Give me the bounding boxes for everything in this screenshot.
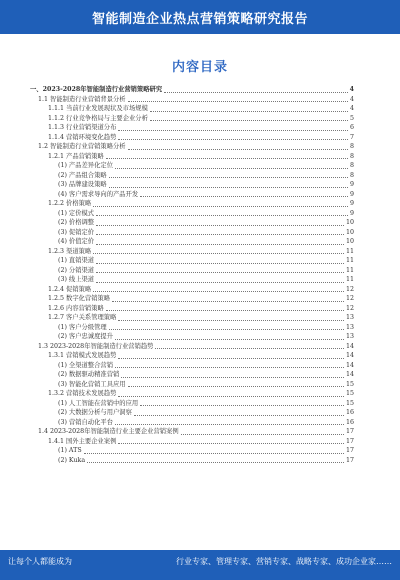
toc-entry-text: (1) 直销渠道 [58, 257, 95, 264]
toc-entry-text: (2) 价格调整 [58, 219, 95, 226]
toc-entry-page: 11 [345, 266, 354, 274]
toc-entry-text: (3) 品牌建设策略 [58, 181, 107, 188]
toc-leader-dots [96, 272, 344, 273]
toc-entry-text: 1.1.2 行业竞争格局与主要企业分析 [48, 114, 148, 122]
toc-entry[interactable] [30, 209, 354, 219]
toc-entry[interactable] [30, 380, 354, 390]
toc-entry-page: 7 [349, 133, 354, 141]
toc-leader-dots [109, 187, 348, 188]
toc-entry-text: 1.2.5 数字化营销策略 [48, 295, 111, 302]
toc-entry-page: 4 [349, 86, 354, 93]
toc-entry-text: (1) ATS [58, 447, 82, 454]
toc-leader-dots [134, 415, 344, 416]
toc-entry[interactable] [30, 456, 354, 466]
toc-entry[interactable] [30, 446, 354, 456]
table-of-contents [30, 85, 354, 465]
toc-entry-text: 1.1.1 当前行业发展现状及市场规模 [48, 105, 148, 112]
toc-entry[interactable] [30, 180, 354, 190]
toc-leader-dots [96, 215, 348, 216]
toc-entry[interactable] [30, 361, 354, 371]
toc-leader-dots [118, 443, 344, 444]
toc-entry[interactable] [30, 190, 354, 200]
toc-entry-page: 15 [345, 390, 354, 397]
toc-entry-text: 1.3.1 营销模式发展趋势 [48, 352, 117, 359]
toc-leader-dots [112, 301, 344, 302]
toc-entry-page: 10 [345, 228, 354, 236]
toc-leader-dots [96, 234, 344, 235]
toc-leader-dots [118, 396, 344, 397]
toc-entry-page: 12 [345, 304, 354, 312]
toc-entry-page: 17 [345, 437, 354, 445]
toc-entry-text: (2) 数据驱动精准营销 [58, 371, 120, 378]
toc-leader-dots [84, 453, 344, 454]
toc-entry-text: (1) 人工智能在营销中的应用 [58, 399, 139, 407]
toc-entry-text: (1) 客户分级管理 [58, 323, 107, 331]
toc-entry[interactable] [30, 266, 354, 276]
toc-entry-text: (3) 营销自动化平台 [58, 418, 113, 426]
toc-entry[interactable] [30, 85, 354, 95]
toc-title: 内容目录 [171, 60, 228, 75]
toc-leader-dots [96, 263, 344, 264]
toc-entry-text: (4) 客户需求导向的产品开发 [58, 190, 139, 198]
toc-leader-dots [93, 291, 344, 292]
toc-entry-text: 一、2023-2028年智能制造行业营销策略研究 [30, 86, 163, 93]
toc-leader-dots [150, 111, 348, 112]
toc-entry-text: (2) 分销渠道 [58, 266, 95, 274]
toc-entry-page: 8 [349, 171, 354, 179]
toc-entry[interactable] [30, 237, 354, 247]
toc-entry-text: (2) Kuka [58, 456, 86, 464]
toc-entry-page: 10 [345, 238, 354, 245]
toc-entry[interactable] [30, 418, 354, 428]
toc-leader-dots [106, 310, 344, 311]
toc-leader-dots [140, 405, 344, 406]
toc-entry-text: 1.1.4 营销环境变化趋势 [48, 133, 117, 141]
toc-leader-dots [118, 139, 348, 140]
toc-entry-page: 12 [345, 285, 354, 293]
toc-entry[interactable] [30, 161, 354, 171]
toc-entry-text: 1.2.4 促销策略 [48, 285, 92, 293]
toc-entry-page: 13 [345, 323, 354, 331]
toc-entry-page: 8 [349, 152, 354, 160]
toc-leader-dots [93, 206, 348, 207]
toc-entry-page: 13 [345, 314, 354, 321]
toc-entry-page: 9 [349, 200, 354, 207]
toc-entry-text: (3) 线上渠道 [58, 276, 95, 283]
toc-leader-dots [128, 386, 344, 387]
toc-leader-dots [118, 130, 348, 131]
toc-entry[interactable] [30, 342, 354, 352]
toc-entry-text: 1.3 2023-2028年智能制造行业营销趋势 [38, 342, 154, 350]
toc-entry-text: 1.2.2 价格策略 [48, 200, 92, 207]
toc-entry-page: 4 [349, 105, 354, 112]
toc-entry[interactable] [30, 228, 354, 238]
toc-entry-page: 4 [349, 95, 354, 103]
toc-entry[interactable] [30, 199, 354, 209]
toc-entry-text: (4) 价值定价 [58, 238, 95, 245]
toc-leader-dots [118, 358, 344, 359]
toc-entry-page: 15 [345, 380, 354, 388]
toc-leader-dots [109, 177, 348, 178]
toc-leader-dots [106, 158, 348, 159]
toc-leader-dots [96, 244, 344, 245]
toc-entry-text: 1.2.6 内容营销策略 [48, 304, 104, 312]
toc-entry[interactable] [30, 247, 354, 257]
toc-entry-text: (1) 产品差异化定位 [58, 162, 113, 169]
toc-entry[interactable] [30, 285, 354, 295]
toc-leader-dots [115, 424, 344, 425]
toc-entry[interactable] [30, 389, 354, 399]
toc-entry-text: 1.2 智能制造行业营销策略分析 [38, 143, 126, 150]
footer-bar [0, 550, 400, 580]
toc-leader-dots [115, 168, 348, 169]
toc-entry[interactable] [30, 437, 354, 447]
toc-entry-text: (2) 客户忠诚度提升 [58, 333, 113, 340]
toc-entry-text: (3) 智能化营销工具应用 [58, 380, 126, 388]
toc-entry-text: 1.3.2 营销技术发展趋势 [48, 390, 117, 397]
footer-slogan-right: 行业专家、管理专家、营销专家、战略专家、成功企业家…… [176, 557, 392, 566]
toc-entry[interactable] [30, 332, 354, 342]
header-bar [0, 0, 400, 34]
toc-entry[interactable] [30, 256, 354, 266]
toc-entry[interactable] [30, 294, 354, 304]
toc-leader-dots [181, 434, 344, 435]
toc-entry-page: 14 [345, 352, 354, 359]
toc-entry-page: 17 [345, 456, 354, 464]
toc-entry-text: (2) 大数据分析与用户洞察 [58, 409, 132, 416]
toc-entry[interactable] [30, 408, 354, 418]
toc-entry[interactable] [30, 399, 354, 409]
toc-leader-dots [128, 101, 348, 102]
toc-entry[interactable] [30, 142, 354, 152]
toc-entry-text: (1) 全渠道整合营销 [58, 361, 113, 369]
toc-entry-text: 1.1.3 行业营销渠道分布 [48, 124, 117, 131]
toc-entry-page: 9 [349, 209, 354, 217]
toc-entry-text: 1.2.7 客户关系管理策略 [48, 314, 117, 321]
toc-entry-text: (2) 产品组合策略 [58, 171, 107, 179]
toc-entry-page: 15 [345, 399, 354, 407]
toc-entry[interactable] [30, 133, 354, 143]
toc-entry-page: 9 [349, 190, 354, 198]
toc-leader-dots [164, 92, 347, 93]
toc-entry[interactable] [30, 304, 354, 314]
toc-entry[interactable] [30, 323, 354, 333]
toc-entry-page: 6 [349, 124, 354, 131]
toc-entry-page: 17 [345, 447, 354, 454]
toc-leader-dots [93, 253, 344, 254]
toc-leader-dots [109, 329, 344, 330]
toc-entry-page: 11 [345, 257, 354, 264]
toc-leader-dots [150, 120, 348, 121]
toc-entry-text: (3) 促销定价 [58, 228, 95, 236]
toc-entry-text: 1.1 智能制造行业营销背景分析 [38, 95, 126, 103]
toc-leader-dots [118, 320, 344, 321]
toc-leader-dots [115, 367, 344, 368]
toc-entry-text: 1.4 2023-2028年智能制造行业主要企业营销案例 [38, 428, 179, 435]
toc-entry-page: 16 [345, 409, 354, 416]
toc-leader-dots [96, 225, 344, 226]
toc-entry[interactable] [30, 313, 354, 323]
toc-leader-dots [96, 282, 344, 283]
toc-entry[interactable] [30, 275, 354, 285]
toc-entry[interactable] [30, 218, 354, 228]
toc-leader-dots [128, 149, 348, 150]
toc-entry[interactable] [30, 123, 354, 133]
toc-entry-page: 12 [345, 295, 354, 302]
toc-entry[interactable] [30, 95, 354, 105]
toc-entry[interactable] [30, 152, 354, 162]
toc-entry-page: 14 [345, 371, 354, 378]
toc-entry[interactable] [30, 171, 354, 181]
toc-entry[interactable] [30, 427, 354, 437]
toc-entry-page: 10 [345, 219, 354, 226]
footer-slogan-left: 让每个人都能成为 [8, 557, 72, 566]
report-title: 智能制造企业热点营销策略研究报告 [91, 12, 308, 27]
toc-leader-dots [115, 339, 344, 340]
toc-leader-dots [140, 196, 348, 197]
toc-entry-page: 8 [349, 162, 354, 169]
toc-entry-page: 11 [345, 247, 354, 255]
toc-entry-text: 1.2.3 渠道策略 [48, 247, 92, 255]
toc-entry-page: 14 [345, 361, 354, 369]
toc-entry-page: 14 [345, 342, 354, 350]
toc-leader-dots [121, 377, 344, 378]
toc-entry-page: 17 [345, 428, 354, 435]
toc-entry-text: 1.4.1 国外主要企业案例 [48, 437, 117, 445]
toc-entry-text: 1.2.1 产品营销策略 [48, 152, 104, 160]
toc-leader-dots [155, 348, 344, 349]
toc-entry[interactable] [30, 114, 354, 124]
toc-entry-page: 11 [345, 276, 354, 283]
toc-entry-page: 9 [349, 181, 354, 188]
toc-entry-page: 8 [349, 143, 354, 150]
toc-entry[interactable] [30, 104, 354, 114]
toc-entry-page: 13 [345, 333, 354, 340]
toc-entry-page: 16 [345, 418, 354, 426]
toc-entry-text: (1) 定价模式 [58, 209, 95, 217]
toc-leader-dots [87, 462, 344, 463]
toc-entry[interactable] [30, 370, 354, 380]
toc-entry[interactable] [30, 351, 354, 361]
toc-entry-page: 5 [349, 114, 354, 122]
